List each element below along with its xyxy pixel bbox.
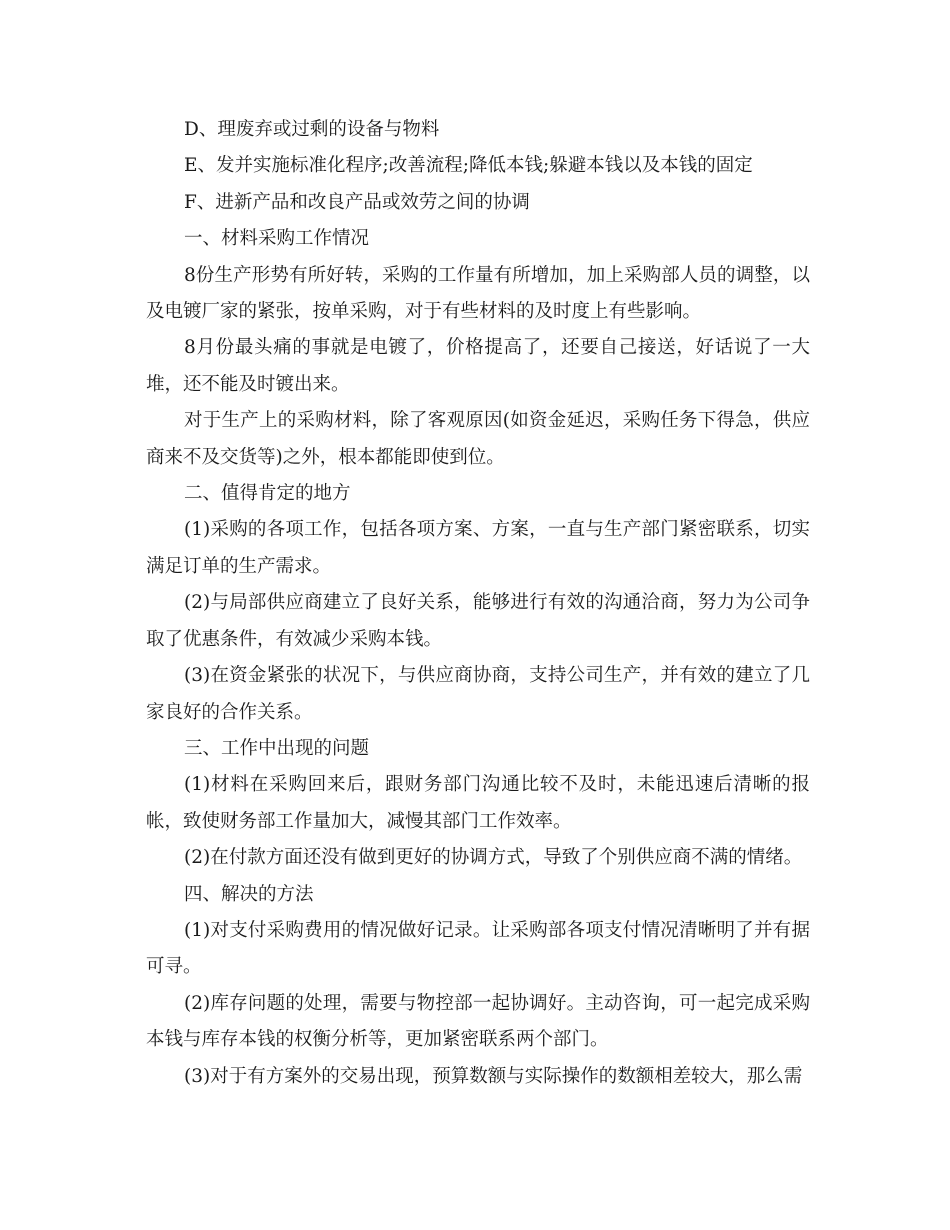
paragraph: (2)库存问题的处理，需要与物控部一起协调好。主动咨询，可一起完成采购本钱与库存本钱的权衡分析等，更加紧密联系两个部门。 — [146, 992, 810, 1051]
section-heading-4: 四、解决的方法 — [184, 883, 314, 905]
section-heading-3: 三、工作中出现的问题 — [184, 737, 370, 759]
list-item-e: E、发并实施标准化程序;改善流程;降低本钱;躲避本钱以及本钱的固定 — [184, 155, 753, 177]
section-heading-2: 二、值得肯定的地方 — [184, 483, 351, 505]
paragraph: (3)对于有方案外的交易出现，预算数额与实际操作的数额相差较大，那么需 — [184, 1065, 803, 1087]
paragraph: (2)与局部供应商建立了良好关系，能够进行有效的沟通洽商，努力为公司争取了优惠条件，有效减少采购本钱。 — [146, 592, 810, 650]
paragraph: (1)材料在采购回来后，跟财务部门沟通比较不及时，未能迅速后清晰的报帐，致使财务部工作量加大，减慢其部门工作效率。 — [146, 774, 810, 832]
list-item-d: D、理废弃或过剩的设备与物料 — [184, 119, 440, 140]
paragraph: 对于生产上的采购材料，除了客观原因(如资金延迟，采购任务下得急，供应商来不及交货等)之外，根本都能即使到位。 — [146, 410, 810, 468]
list-item-f: F、进新产品和改良产品或效劳之间的协调 — [184, 191, 530, 213]
paragraph: (1)采购的各项工作，包括各项方案、方案，一直与生产部门紧密联系，切实满足订单的生产需求。 — [146, 519, 810, 577]
paragraph: 8份生产形势有所好转，采购的工作量有所增加，加上采购部人员的调整，以及电镀厂家的紧张，按单采购，对于有些材料的及时度上有些影响。 — [146, 264, 810, 323]
section-heading-1: 一、材料采购工作情况 — [184, 228, 370, 250]
paragraph: (3)在资金紧张的状况下，与供应商协商，支持公司生产，并有效的建立了几家良好的合作关系。 — [146, 665, 810, 723]
paragraph: (2)在付款方面还没有做到更好的协调方式，导致了个别供应商不满的情绪。 — [184, 847, 803, 869]
document-body — [146, 112, 810, 1095]
paragraph: (1)对支付采购费用的情况做好记录。让采购部各项支付情况清晰明了并有据可寻。 — [146, 919, 810, 978]
paragraph: 8月份最头痛的事就是电镀了，价格提高了，还要自己接送，好话说了一大堆，还不能及时镀出来。 — [146, 337, 810, 395]
